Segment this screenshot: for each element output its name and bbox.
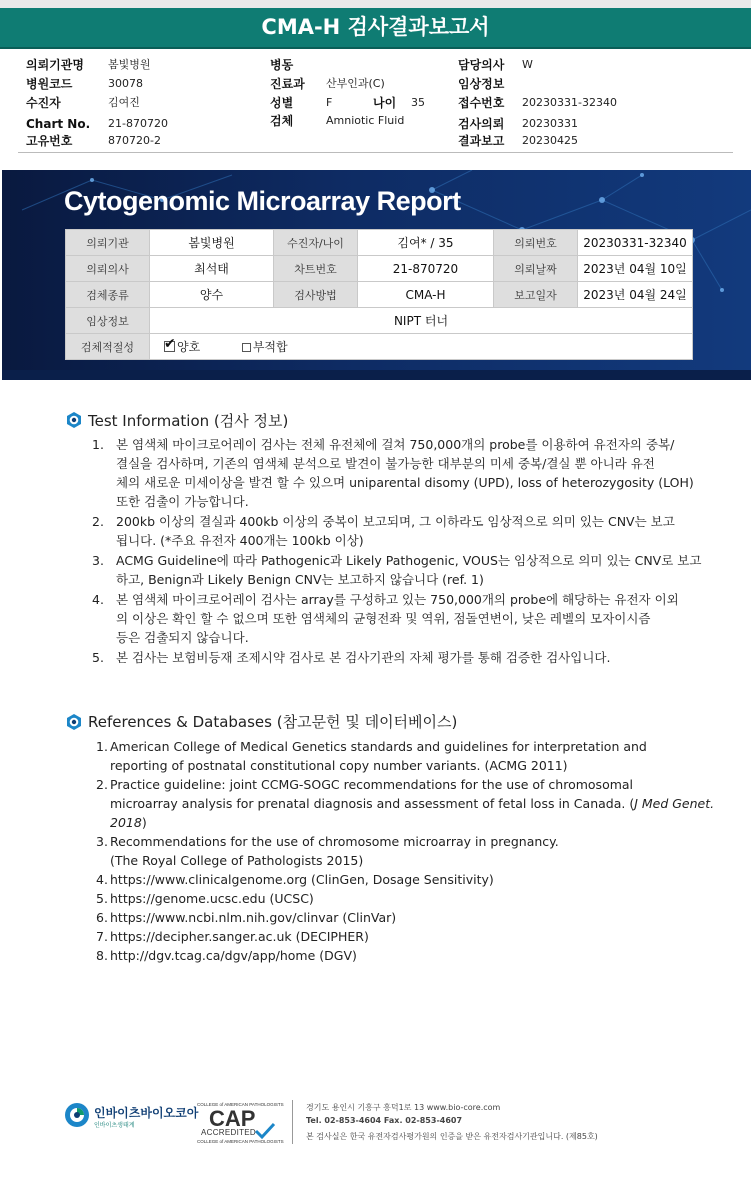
item-number: 2. — [96, 777, 108, 792]
journal-name: J Med Genet. 2018 — [110, 796, 715, 830]
footer-certification: 본 검사실은 한국 유전자검사평가원의 인증을 받은 유전자검사기관입니다. (제85호) — [306, 1132, 598, 1141]
table-cell: 20230331-32340 — [578, 230, 693, 256]
item-line: Recommendations for the use of chromosome microarray in pregnancy. — [110, 834, 559, 849]
top-strip — [0, 0, 751, 8]
table-cell: 양수 — [150, 282, 274, 308]
table-header-cell: 검사방법 — [274, 282, 358, 308]
table-header-cell: 임상정보 — [66, 308, 150, 334]
footer-contact: Tel. 02-853-4604 Fax. 02-853-4607 — [306, 1116, 463, 1125]
table-cell: CMA-H — [358, 282, 494, 308]
table-header-cell: 보고일자 — [494, 282, 578, 308]
item-number: 1. — [96, 739, 108, 754]
header-value: 20230331-32340 — [522, 96, 617, 109]
item-number: 8. — [96, 948, 108, 963]
banner-title: Cytogenomic Microarray Report — [64, 186, 461, 216]
item-line: 본 검사는 보험비등재 조제시약 검사로 본 검사기관의 자체 평가를 통해 검증한 검사입니다. — [116, 650, 611, 665]
adequacy-cell — [150, 334, 693, 360]
item-line: (The Royal College of Pathologists 2015) — [110, 853, 364, 868]
item-line: 등은 검출되지 않습니다. — [116, 630, 249, 645]
header-value: Amniotic Fluid — [326, 114, 405, 127]
item-line — [110, 794, 716, 832]
header-value: 봄빛병원 — [108, 58, 151, 71]
table-cell: 21-870720 — [358, 256, 494, 282]
footer-address: 경기도 용인시 기흥구 흥덕1로 13 www.bio-core.com — [306, 1103, 501, 1112]
item-line: 하고, Benign과 Likely Benign CNV는 보고하지 않습니다 (ref. 1) — [116, 572, 484, 587]
table-header-cell: 의뢰의사 — [66, 256, 150, 282]
item-number: 6. — [96, 910, 108, 925]
reference-link[interactable]: https://www.ncbi.nlm.nih.gov/clinvar (ClinVar) — [110, 910, 397, 925]
adequacy-good-label: 양호 — [177, 340, 201, 354]
item-line: ACMG Guideline에 따라 Pathogenic과 Likely Pathogenic, VOUS는 임상적으로 의미 있는 CNV로 보고 — [116, 553, 702, 568]
test-info-list — [92, 435, 712, 668]
section-bullet-icon — [65, 411, 83, 429]
item-line: 200kb 이상의 결실과 400kb 이상의 중복이 보고되며, 그 이하라도 임상적으로 의미 있는 CNV는 보고 — [116, 514, 675, 529]
header-label: 성별 — [270, 96, 294, 110]
header-label: 결과보고 — [458, 134, 505, 148]
list-item — [92, 512, 712, 550]
item-number: 5. — [92, 650, 104, 665]
table-row — [66, 230, 693, 256]
header-label: 접수번호 — [458, 96, 505, 110]
reference-link[interactable]: http://dgv.tcag.ca/dgv/app/home (DGV) — [110, 948, 357, 963]
item-number: 4. — [96, 872, 108, 887]
header-value: 870720-2 — [108, 134, 161, 147]
table-header-cell: 수진자/나이 — [274, 230, 358, 256]
item-line: American College of Medical Genetics standards and guidelines for interpretation and — [110, 739, 647, 754]
header-value: 20230331 — [522, 117, 578, 130]
company-subtitle: 인바이츠생태계 — [94, 1122, 135, 1129]
cap-check-icon — [254, 1122, 276, 1140]
item-number: 1. — [92, 437, 104, 452]
item-line-text: microarray analysis for prenatal diagnosis and assessment of fetal loss in Canada. ( — [110, 796, 635, 811]
test-info-title: Test Information (검사 정보) — [88, 412, 289, 430]
table-cell: 김여* / 35 — [358, 230, 494, 256]
table-header-cell: 의뢰기관 — [66, 230, 150, 256]
item-line: 본 염색체 마이크로어레이 검사는 array를 구성하고 있는 750,000개의 probe에 해당하는 유전자 이외 — [116, 592, 679, 607]
header-label: 검체 — [270, 114, 294, 128]
header-label: 검사의뢰 — [458, 117, 505, 131]
list-item — [96, 870, 716, 889]
header-label: 병원코드 — [26, 77, 73, 91]
item-number: 4. — [92, 592, 104, 607]
table-header-cell: 의뢰번호 — [494, 230, 578, 256]
item-line: 됩니다. (*주요 유전자 400개는 100kb 이상) — [116, 533, 364, 548]
header-label: 병동 — [270, 58, 294, 72]
table-row — [66, 334, 693, 360]
list-item — [96, 832, 716, 870]
header-value: 35 — [411, 96, 425, 109]
list-item — [96, 889, 716, 908]
item-line: 본 염색체 마이크로어레이 검사는 전체 유전체에 걸쳐 750,000개의 probe를 이용하여 유전자의 중복/ — [116, 437, 675, 452]
header-label: 의뢰기관명 — [26, 58, 84, 72]
references-list — [96, 737, 716, 965]
list-item — [96, 775, 716, 832]
adequacy-bad-checkbox — [242, 343, 251, 352]
header-label: 임상정보 — [458, 77, 505, 91]
company-name: 인바이츠바이오코아 — [94, 1106, 199, 1120]
table-header-cell: 차트번호 — [274, 256, 358, 282]
header-value: 김여진 — [108, 96, 140, 109]
reference-link[interactable]: https://genome.ucsc.edu (UCSC) — [110, 891, 314, 906]
table-cell: 2023년 04월 24일 — [578, 282, 693, 308]
list-item — [92, 648, 712, 667]
item-number: 3. — [96, 834, 108, 849]
header-value: 21-870720 — [108, 117, 168, 130]
header-value: 20230425 — [522, 134, 578, 147]
cap-logo-text: CAP — [209, 1106, 256, 1131]
header-value: 30078 — [108, 77, 143, 90]
adequacy-bad-label: 부적합 — [252, 340, 288, 354]
table-row — [66, 308, 693, 334]
list-item — [96, 927, 716, 946]
table-cell: 최석태 — [150, 256, 274, 282]
company-logo-icon — [64, 1102, 90, 1128]
item-number: 2. — [92, 514, 104, 529]
list-item — [92, 551, 712, 589]
table-row — [66, 282, 693, 308]
report-info-table — [65, 229, 693, 360]
table-row — [66, 256, 693, 282]
header-value: 산부인과(C) — [326, 77, 385, 90]
list-item — [96, 737, 716, 775]
report-title: CMA-H 검사결과보고서 — [0, 8, 751, 47]
item-line: reporting of postnatal constitutional copy number variants. (ACMG 2011) — [110, 758, 568, 773]
header-label: Chart No. — [26, 117, 91, 131]
item-line: Practice guideline: joint CCMG-SOGC recommendations for the use of chromosomal — [110, 777, 634, 792]
item-line: 결실을 검사하며, 기존의 염색체 분석으로 발견이 불가능한 대부분의 미세 중복/결실 뿐 아니라 유전 — [116, 456, 655, 471]
header-value: F — [326, 96, 333, 109]
header-label: 담당의사 — [458, 58, 505, 72]
list-item — [96, 946, 716, 965]
footer — [64, 1098, 704, 1148]
footer-divider — [292, 1100, 293, 1144]
table-header-cell: 의뢰날짜 — [494, 256, 578, 282]
item-number: 3. — [92, 553, 104, 568]
item-line: 체의 새로운 미세이상을 발견 할 수 있으며 uniparental disomy (UPD), loss of heterozygosity (LOH) — [116, 475, 694, 490]
table-header-cell: 검체적절성 — [66, 334, 150, 360]
adequacy-good-checkbox — [164, 341, 175, 352]
item-number: 5. — [96, 891, 108, 906]
header-label: 수진자 — [26, 96, 61, 110]
section-bullet-icon — [65, 713, 83, 731]
cap-top-text: COLLEGE of AMERICAN PATHOLOGISTS — [197, 1102, 284, 1107]
item-line: 의 이상은 확인 할 수 없으며 또한 염색체의 균형전좌 및 역위, 점돌연변이, 낮은 레벨의 모자이시즘 — [116, 611, 651, 626]
clinical-info-cell: NIPT 터너 — [150, 308, 693, 334]
cap-bottom-text: COLLEGE of AMERICAN PATHOLOGISTS — [197, 1139, 284, 1144]
item-line-text: ) — [141, 815, 147, 830]
list-item — [92, 590, 712, 647]
table-header-cell: 검체종류 — [66, 282, 150, 308]
item-number: 7. — [96, 929, 108, 944]
table-cell: 2023년 04월 10일 — [578, 256, 693, 282]
reference-link[interactable]: https://www.clinicalgenome.org (ClinGen, Dosage Sensitivity) — [110, 872, 494, 887]
header-label: 나이 — [373, 96, 397, 110]
references-title: References & Databases (참고문헌 및 데이터베이스) — [88, 713, 458, 731]
list-item — [92, 435, 712, 511]
header-divider — [18, 152, 733, 153]
item-line: 또한 검출이 가능합니다. — [116, 494, 249, 509]
cap-accredited-text: ACCREDITED — [201, 1128, 257, 1137]
reference-link[interactable]: https://decipher.sanger.ac.uk (DECIPHER) — [110, 929, 369, 944]
title-border — [0, 47, 751, 49]
list-item — [96, 908, 716, 927]
header-label: 고유번호 — [26, 134, 73, 148]
table-cell: 봄빛병원 — [150, 230, 274, 256]
header-label: 진료과 — [270, 77, 305, 91]
header-value: W — [522, 58, 533, 71]
